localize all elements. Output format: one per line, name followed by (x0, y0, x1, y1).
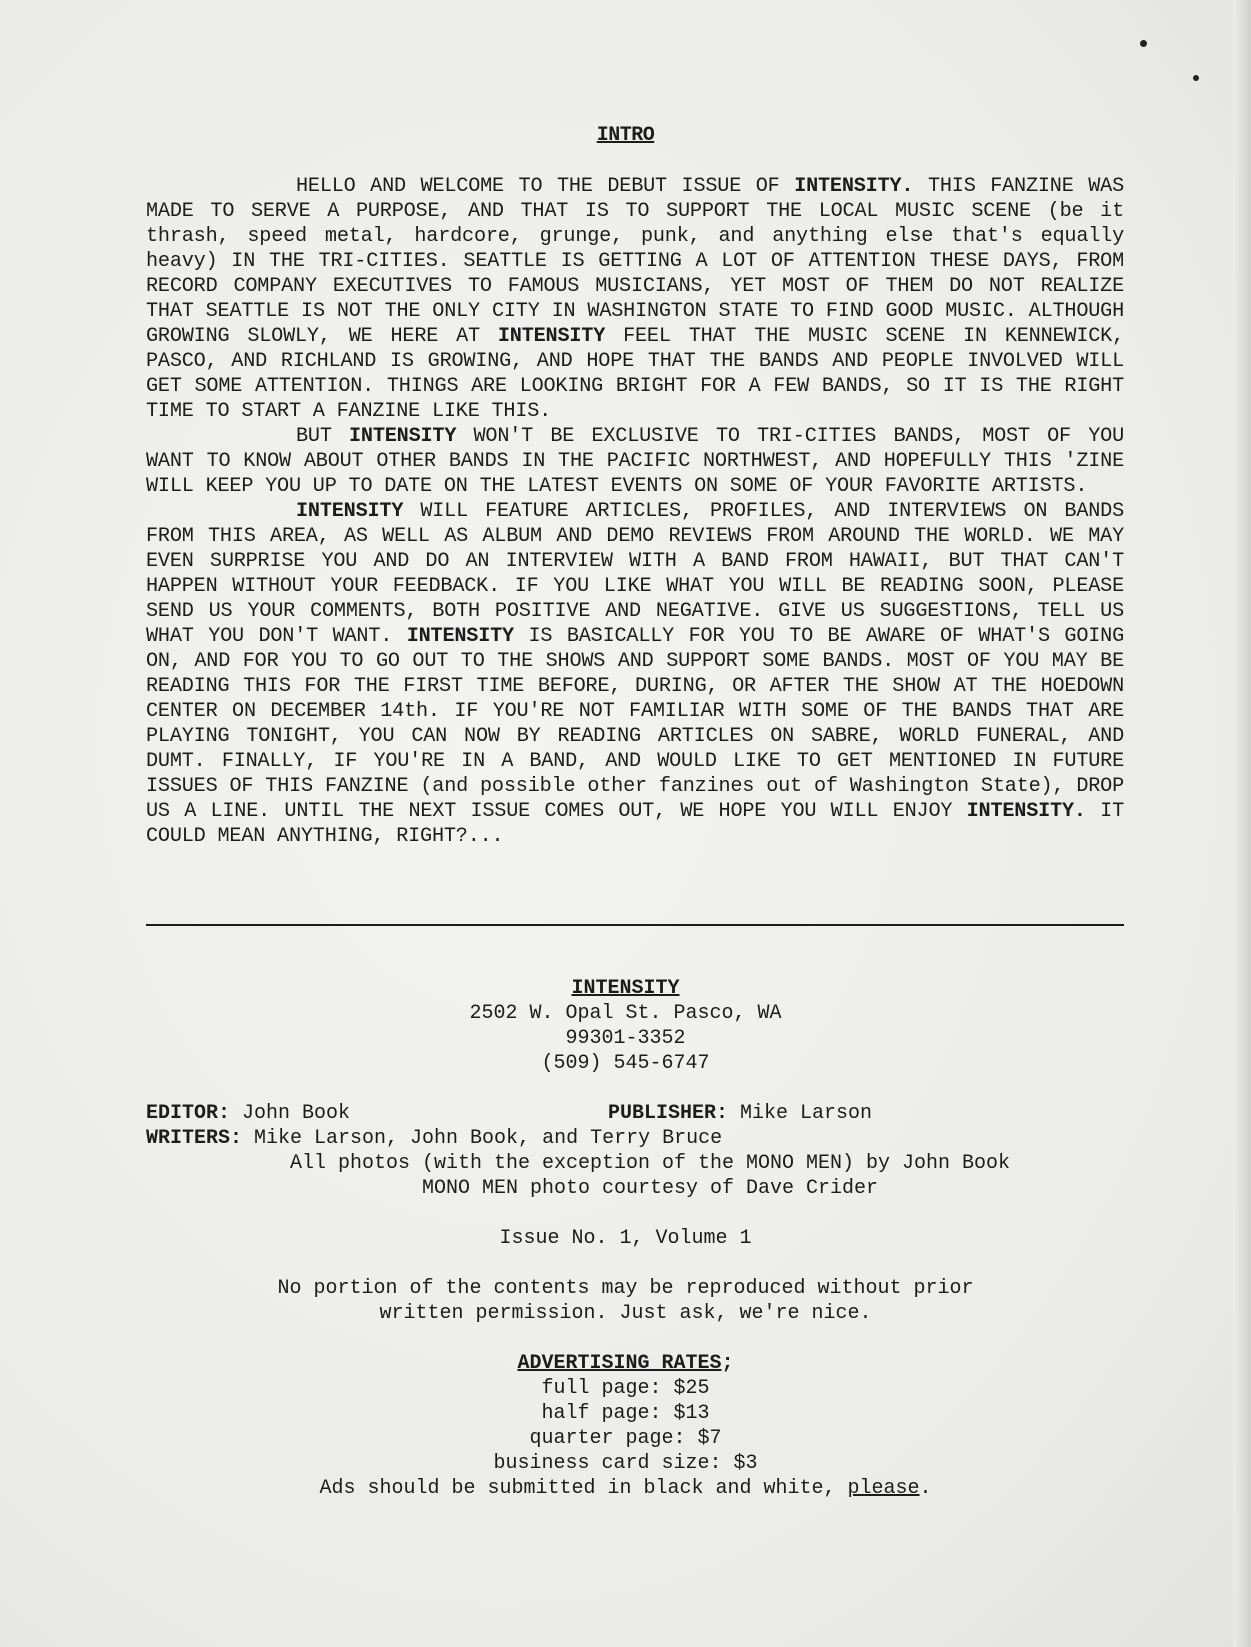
notice-line: No portion of the contents may be reproduced without prior (277, 1277, 974, 1300)
masthead-title: INTENSITY (571, 977, 680, 1000)
advertising-rates (0, 1351, 1251, 1501)
staff-credits (146, 1101, 1124, 1201)
ads-note (0, 1476, 1251, 1501)
text-run: BUT (296, 425, 350, 448)
rate-full-page: full page: $25 (541, 1377, 710, 1400)
editor-label: EDITOR: (146, 1102, 231, 1125)
speck-mark (1193, 75, 1199, 81)
ads-heading-text: ADVERTISING RATES (517, 1352, 722, 1375)
publisher-credit (608, 1101, 872, 1126)
masthead-zip: 99301-3352 (565, 1027, 686, 1050)
intro-paragraph-1 (146, 174, 1124, 424)
ads-heading-punct: ; (721, 1352, 734, 1375)
intro-paragraph-3 (146, 499, 1124, 849)
intensity-bold: INTENSITY (406, 625, 514, 648)
mono-men-photo-credit: MONO MEN photo courtesy of Dave Crider (421, 1177, 879, 1200)
writers-label: WRITERS: (146, 1127, 243, 1150)
intensity-bold: INTENSITY (497, 325, 606, 348)
text-run: IS BASICALLY FOR YOU TO BE AWARE OF WHAT'S GOING ON, AND FOR YOU TO GO OUT TO THE SHOWS AND SUPPORT SOME BANDS. MOST OF YOU MAY BE READING THIS FOR THE FIRST TIME BEFORE, DURING, OR AFTER THE SHOW AT THE HOEDOWN CENTER ON DECEMBER 14th. IF YOU'RE NOT FAMILIAR WITH SOME OF THE BANDS THAT ARE PLAYING TONIGHT, YOU CAN NOW BY READING ARTICLES ON SABRE, WORLD FUNERAL, AND DUMT. FINALLY, IF YOU'RE IN A BAND, AND WOULD LIKE TO GET MENTIONED IN FUTURE ISSUES OF THIS FANZINE (and possible other fanzines out of Washington State), DROP US A LINE. UNTIL THE NEXT ISSUE COMES OUT, WE HOPE YOU WILL ENJOY (146, 625, 1124, 823)
text-run: WON'T BE EXCLUSIVE TO TRI-CITIES BANDS, MOST OF YOU WANT TO KNOW ABOUT OTHER BANDS IN THE PACIFIC NORTHWEST, AND HOPEFULLY THIS 'ZINE WILL KEEP YOU UP TO DATE ON THE LATEST EVENTS ON SOME OF YOUR FAVORITE ARTISTS. (146, 425, 1124, 498)
intensity-bold: INTENSITY (296, 500, 404, 523)
intro-body (146, 174, 1124, 849)
ads-note-punct: . (919, 1477, 932, 1500)
intro-paragraph-2 (146, 424, 1124, 499)
editor-credit (146, 1102, 350, 1125)
ads-note-text: Ads should be submitted in black and white, (319, 1477, 848, 1500)
text-run: THIS FANZINE WAS MADE TO SERVE A PURPOSE, AND THAT IS TO SUPPORT THE LOCAL MUSIC SCENE (be it thrash, speed metal, hardcore, grunge, punk, and anything else that's equally heavy) IN THE TRI-CITIES. SEATTLE IS GETTING A LOT OF ATTENTION THESE DAYS, FROM RECORD COMPANY EXECUTIVES TO FAMOUS MUSICIANS, YET MOST OF THEM DO NOT REALIZE THAT SEATTLE IS NOT THE ONLY CITY IN WASHINGTON STATE TO FIND GOOD MUSIC. ALTHOUGH GROWING SLOWLY, WE HERE AT (146, 175, 1124, 348)
intensity-bold: INTENSITY (349, 425, 457, 448)
rate-half-page: half page: $13 (541, 1402, 710, 1425)
writers-names: Mike Larson, John Book, and Terry Bruce (242, 1127, 723, 1150)
masthead (0, 976, 1251, 1076)
notice-line: written permission. Just ask, we're nice. (379, 1302, 872, 1325)
writers-row (146, 1126, 1124, 1151)
rate-quarter-page: quarter page: $7 (529, 1427, 722, 1450)
ads-note-please: please (847, 1477, 920, 1500)
text-run: IT COULD MEAN ANYTHING, RIGHT?... (146, 800, 1124, 848)
text-run: WILL FEATURE ARTICLES, PROFILES, AND INTERVIEWS ON BANDS FROM THIS AREA, AS WELL AS ALBUM AND DEMO REVIEWS FROM AROUND THE WORLD. WE MAY EVEN SURPRISE YOU AND DO AN INTERVIEW WITH A BAND FROM HAWAII, BUT THAT CAN'T HAPPEN WITHOUT YOUR FEEDBACK. IF YOU LIKE WHAT YOU WILL BE READING SOON, PLEASE SEND US YOUR COMMENTS, BOTH POSITIVE AND NEGATIVE. GIVE US SUGGESTIONS, TELL US WHAT YOU DON'T WANT. (146, 500, 1124, 648)
divider-rule (146, 924, 1124, 926)
publisher-name: Mike Larson (728, 1102, 873, 1125)
ads-heading (0, 1351, 1251, 1376)
masthead-address: 2502 W. Opal St. Pasco, WA (469, 1002, 782, 1025)
editor-publisher-row (146, 1101, 1124, 1126)
text-run: FEEL THAT THE MUSIC SCENE IN KENNEWICK, PASCO, AND RICHLAND IS GROWING, AND HOPE THAT THE BANDS AND PEOPLE INVOLVED WILL GET SOME ATTENTION. THINGS ARE LOOKING BRIGHT FOR A FEW BANDS, SO IT IS THE RIGHT TIME TO START A FANZINE LIKE THIS. (146, 325, 1124, 423)
editor-name: John Book (230, 1102, 351, 1125)
intro-heading: INTRO (596, 124, 655, 147)
issue-number: Issue No. 1, Volume 1 (499, 1227, 752, 1250)
rate-business-card: business card size: $3 (493, 1452, 758, 1475)
masthead-phone: (509) 545-6747 (541, 1052, 710, 1075)
publisher-label: PUBLISHER: (608, 1102, 729, 1125)
photos-credit: All photos (with the exception of the MONO MEN) by John Book (289, 1152, 1011, 1175)
intensity-bold: INTENSITY. (794, 175, 914, 198)
text-run: HELLO AND WELCOME TO THE DEBUT ISSUE OF (296, 175, 795, 198)
intensity-bold: INTENSITY. (966, 800, 1086, 823)
copyright-notice (0, 1276, 1251, 1326)
speck-mark (1140, 40, 1147, 47)
